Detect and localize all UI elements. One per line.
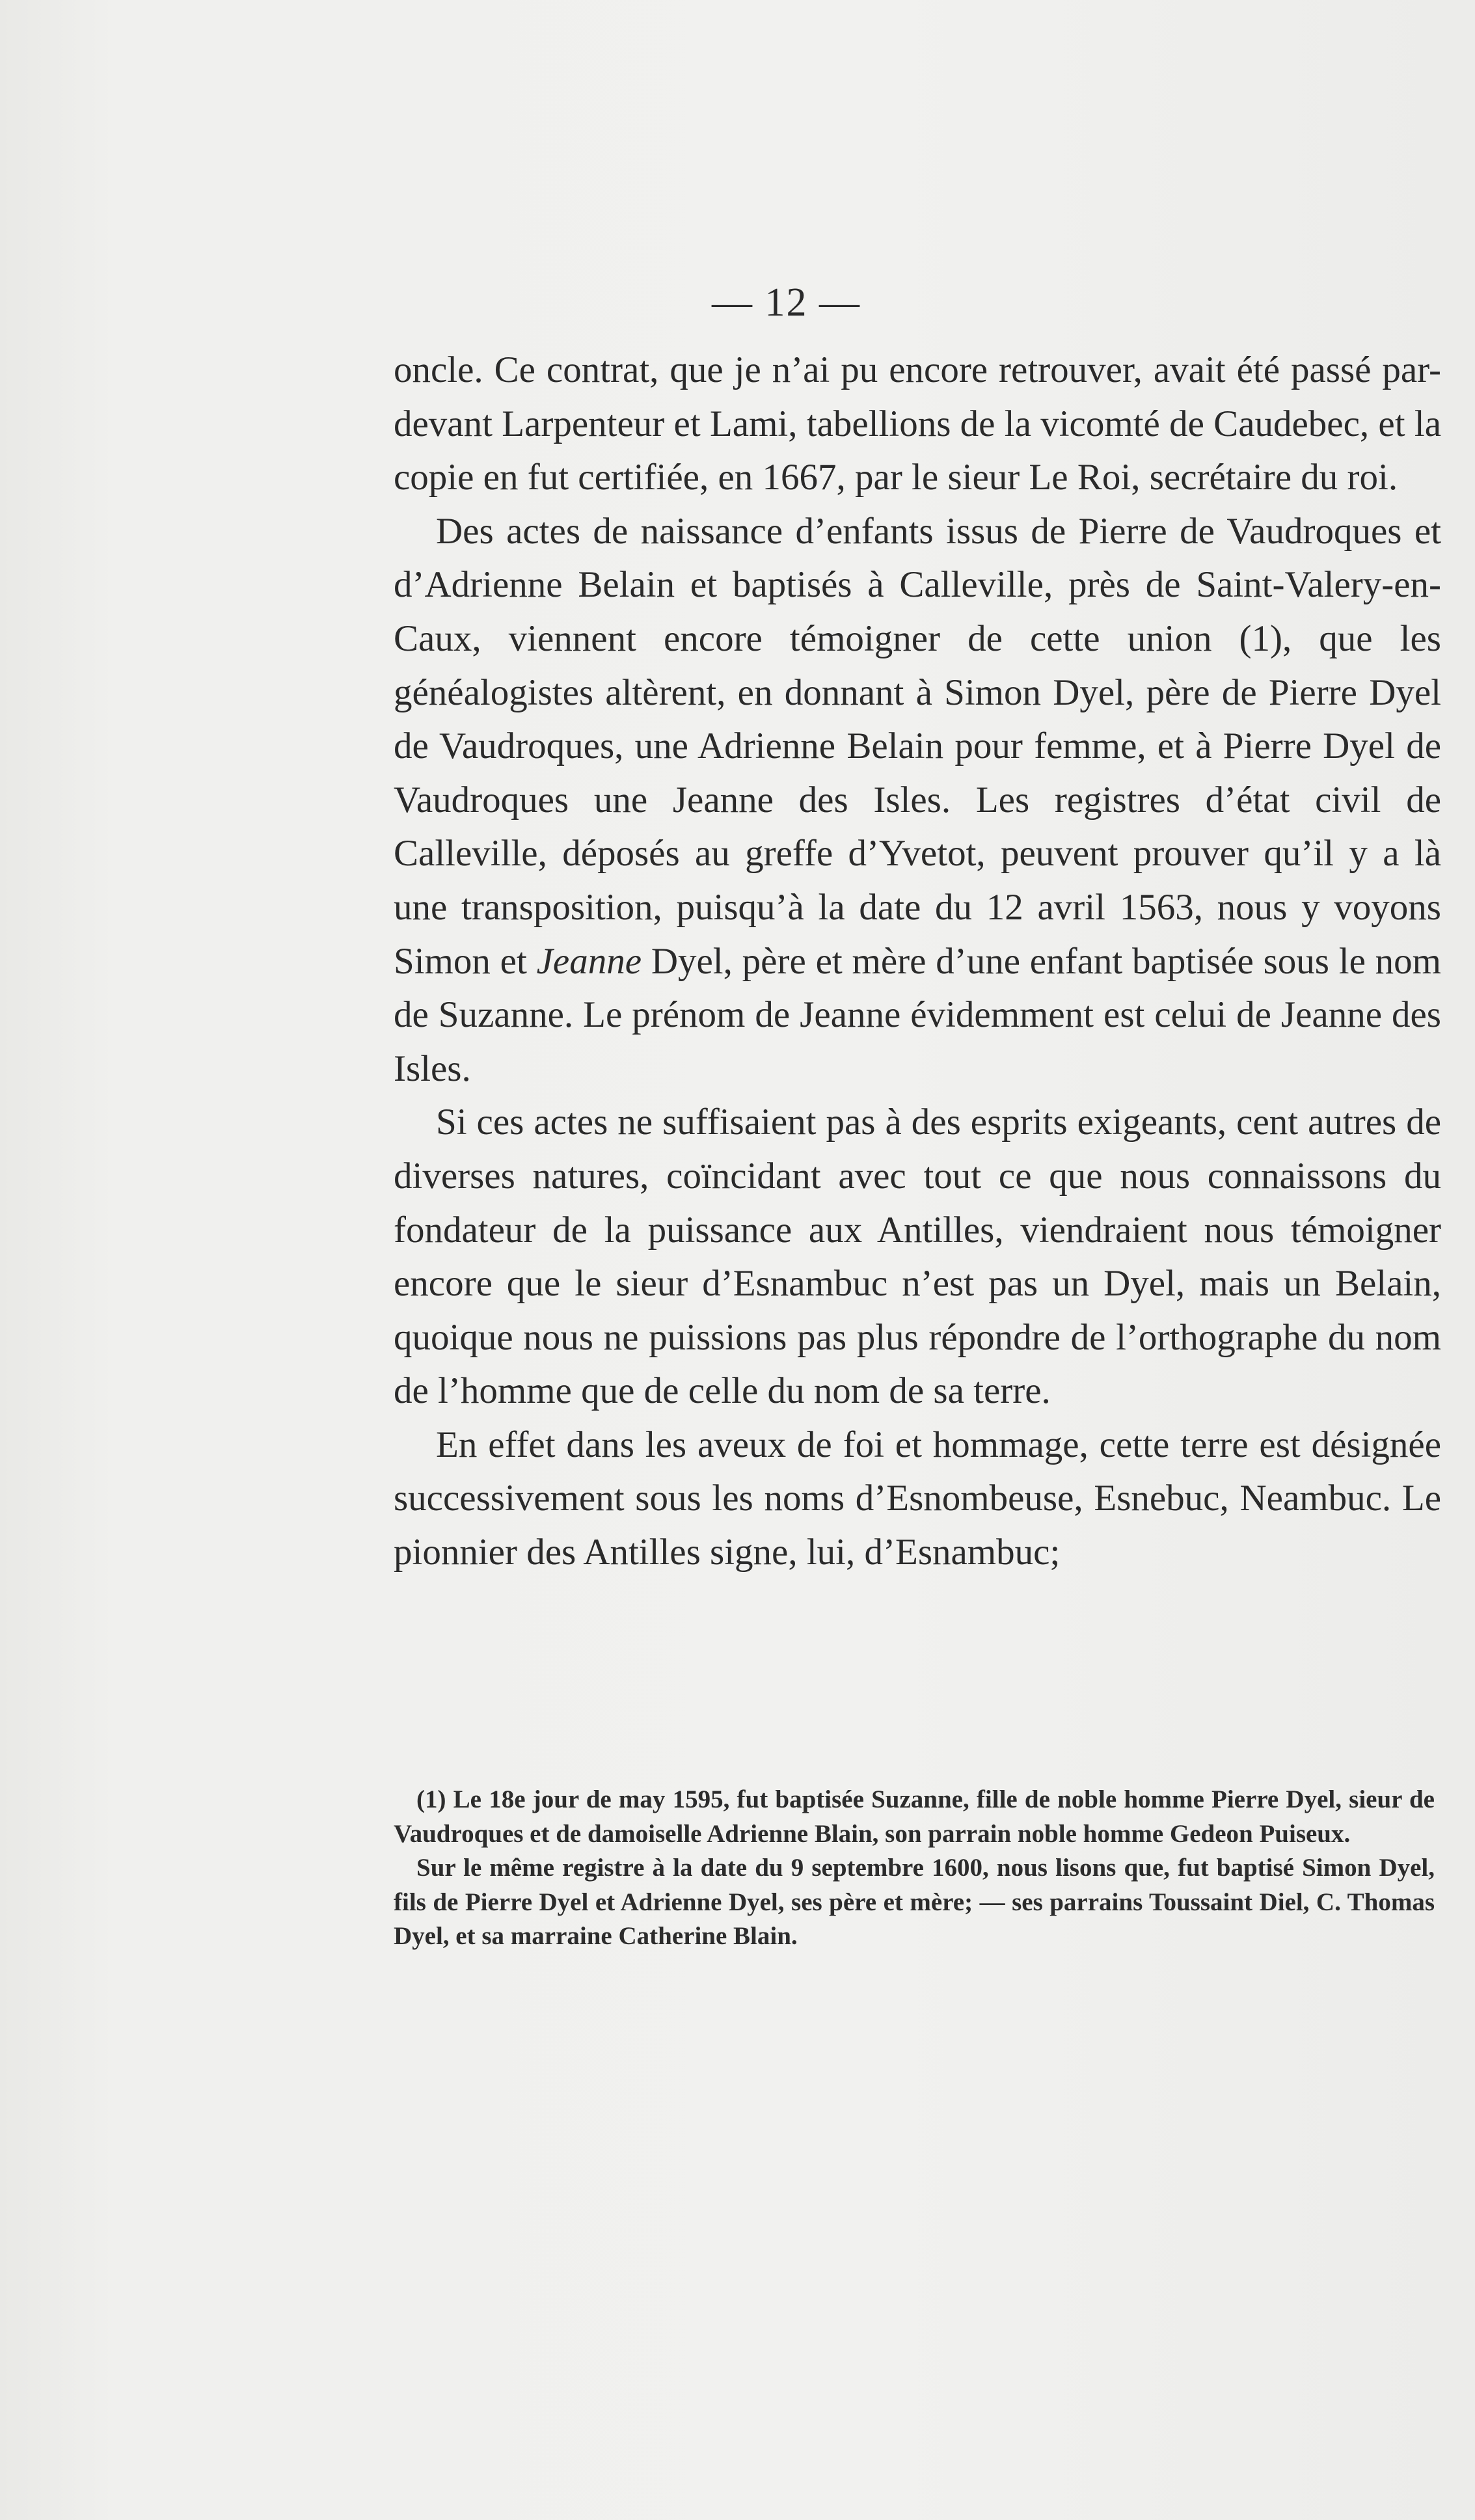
page-number-text: — 12 — (712, 280, 861, 325)
paragraph-2 (394, 505, 1441, 1096)
footnotes (394, 1783, 1435, 1954)
paragraph-2-italic: Jeanne (536, 940, 642, 982)
footnote-1: (1) Le 18e jour de may 1595, fut baptisée Suzanne, fille de noble homme Pierre Dyel, sieur de Vaudroques et de damoiselle Adrienne Blain, son parrain noble homme Gedeon Puiseux. (394, 1785, 1435, 1848)
paragraph-1: oncle. Ce contrat, que je n’ai pu encore retrouver, avait été passé par-devant Larpenteur et Lami, tabellions de la vicomté de Caudebec, et la copie en fut certifiée, en 1667, par le sieur Le Roi, secrétaire du roi. (394, 349, 1441, 498)
paragraph-2-after: Dyel, père et mère d’une enfant baptisée sous le nom de Suzanne. Le prénom de Jeanne évidemment est celui de Jeanne des Isles. (394, 940, 1442, 1089)
footnote-2: Sur le même registre à la date du 9 septembre 1600, nous lisons que, fut baptisé Simon Dyel, fils de Pierre Dyel et Adrienne Dyel, ses père et mère; — ses parrains Toussaint Diel, C. Thomas Dyel, et sa marraine Catherine Blain. (394, 1854, 1435, 1950)
paragraph-4: En effet dans les aveux de foi et hommage, cette terre est désignée successivement sous les noms d’Esnombeuse, Esnebuc, Neambuc. Le pionnier des Antilles signe, lui, d’Esnambuc; (394, 1424, 1441, 1573)
paragraph-2-before: Des actes de naissance d’enfants issus de Pierre de Vaudroques et d’Adrienne Belain et baptisés à Calleville, près de Saint-Valery-en-Caux, viennent encore témoigner de cette union (1), que les généalogistes altèrent, en donnant à Simon Dyel, père de Pierre Dyel de Vaudroques, une Adrienne Belain pour femme, et à Pierre Dyel de Vaudroques une Jeanne des Isles. Les registres d’état civil de Calleville, déposés au greffe d’Yvetot, peuvent prouver qu’il y a là une transposition, puisqu’à la date du 12 avril 1563, nous y voyons Simon et (394, 510, 1441, 982)
page-number (0, 280, 1475, 326)
paragraph-3: Si ces actes ne suffisaient pas à des esprits exigeants, cent autres de diverses natures, coïncidant avec tout ce que nous connaissons du fondateur de la puissance aux Antilles, viendraient nous témoigner encore que le sieur d’Esnambuc n’est pas un Dyel, mais un Belain, quoique nous ne puissions pas plus répondre de l’orthographe du nom de l’homme que de celle du nom de sa terre. (394, 1102, 1441, 1412)
body-text (394, 344, 1441, 1580)
